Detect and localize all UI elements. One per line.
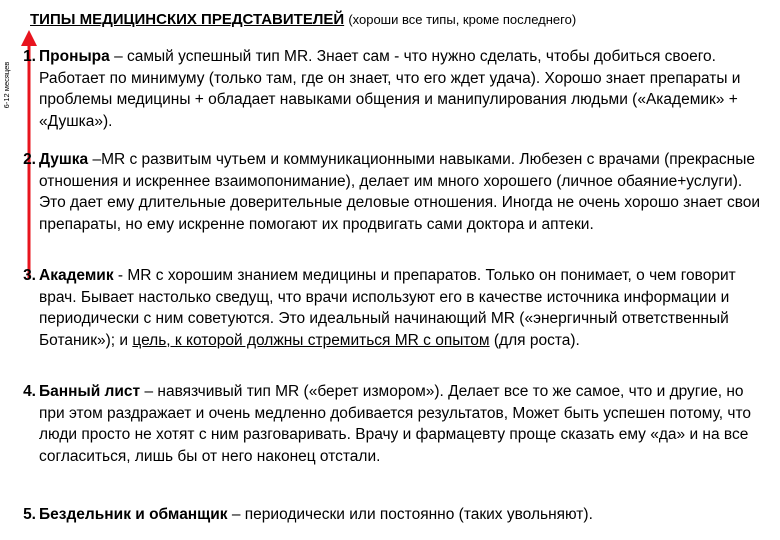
item-number: 5.	[23, 506, 36, 523]
item-text: –MR с развитым чутьем и коммуникационными навыками. Любезен с врачами (прекрасные отношения и искреннее взаимопонимание), делает им много хорошего (личное обаяние+услуги). Это дает ему длительные доверительные деловые отношения. Иногда не очень хорошо знает свои препараты, но ему искренне помогают их продвигать сами доктора и аптеки.	[39, 151, 761, 233]
item-body	[39, 265, 768, 351]
title-main: ТИПЫ МЕДИЦИНСКИХ ПРЕДСТАВИТЕЛЕЙ	[30, 11, 345, 28]
item-number: 4.	[23, 383, 36, 400]
item-term: Душка	[39, 151, 89, 168]
item-term: Банный лист	[39, 383, 141, 400]
item-body	[39, 381, 768, 467]
item-body	[39, 46, 768, 132]
item-body	[39, 504, 768, 526]
item-text: – навязчивый тип MR («берет измором»). Делает все то же самое, что и другие, но при этом раздражает и очень медленно добивается результатов, Может быть успешен потому, что люди просто не хотят с ним разговаривать. Врачу и фармацевту проще сказать ему «да» и на все согласиться, лишь бы от него наконец отстали.	[39, 383, 752, 465]
item-body	[39, 149, 768, 235]
item-number: 1.	[23, 48, 36, 65]
item-term: Пронырa	[39, 48, 110, 65]
item-term: Бездельник и обманщик	[39, 506, 228, 523]
item-text: – периодически или постоянно (таких увольняют).	[227, 506, 593, 523]
item-underlined-text: цель, к которой должны стремиться MR с опытом	[132, 331, 490, 349]
page-title	[30, 11, 770, 28]
item-term: Академик	[39, 267, 114, 284]
title-note: (хороши все типы, кроме последнего)	[348, 12, 577, 27]
item-number: 3.	[23, 267, 36, 284]
item-text: – самый успешный тип MR. Знает сам - что нужно сделать, чтобы добиться своего. Работает по минимуму (только там, где он знает, что его ждет удача). Хорошо знает препараты и проблемы медицины + обладает навыками общения и манипулирования людьми («Академик» + «Душка»).	[39, 48, 741, 130]
side-label: 6-12 месяцев	[2, 61, 11, 109]
item-tail-text: (для роста).	[489, 331, 580, 349]
item-text: - MR с хорошим знанием медицины и препаратов. Только он понимает, о чем говорит врач. Бывает настолько сведущ, что врачи используют его в качестве источника информации и периодически с ним советуются. Это идеальный начинающий MR («энергичный ответственный Ботаник»); и	[39, 267, 736, 349]
item-number: 2.	[23, 151, 36, 168]
